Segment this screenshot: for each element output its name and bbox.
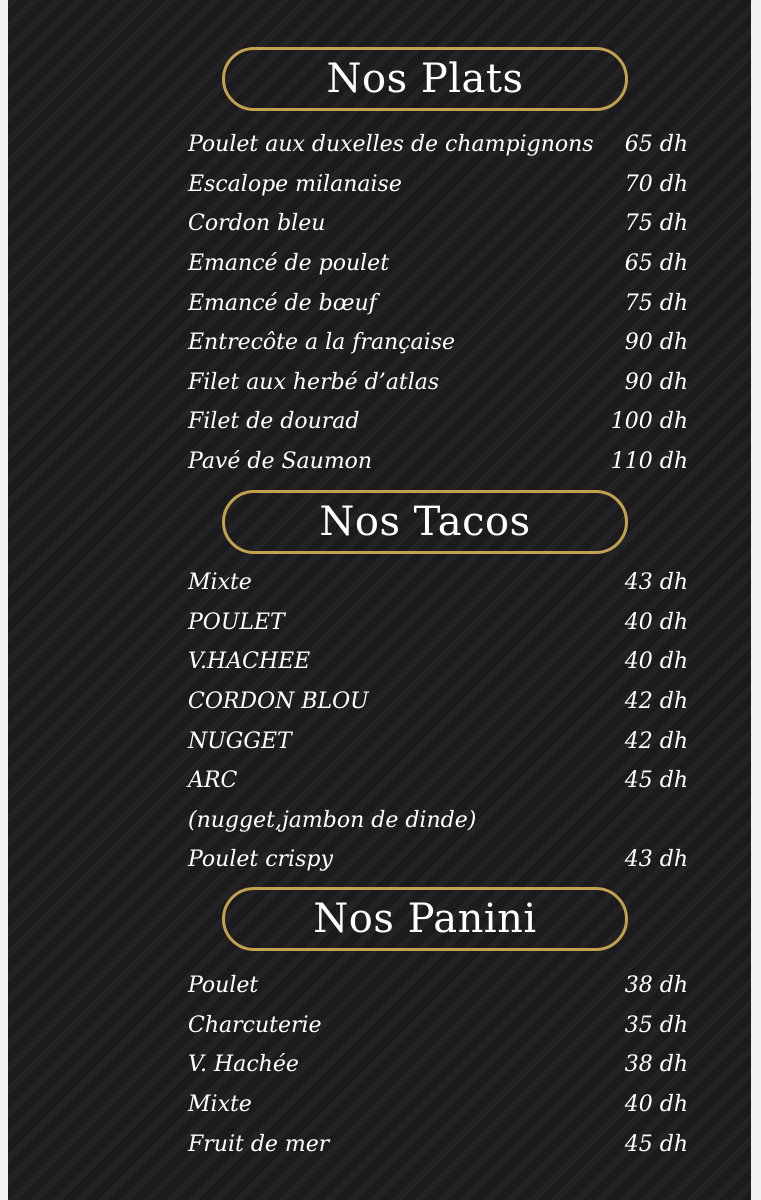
menu-item <box>188 603 688 643</box>
menu-item <box>188 801 688 841</box>
menu-item-name: Pavé de Saumon <box>188 449 373 475</box>
menu-item-price: 38 dh <box>624 1052 688 1078</box>
menu-item <box>188 1124 688 1164</box>
menu-item <box>188 721 688 761</box>
menu-item-price: 42 dh <box>624 689 688 715</box>
menu-item-price: 35 dh <box>624 1012 688 1038</box>
menu-item-name: Emancé de bœuf <box>188 290 377 316</box>
menu-page <box>8 0 751 1200</box>
menu-item-price: 45 dh <box>624 1131 688 1157</box>
menu-item-name: Mixte <box>188 570 252 596</box>
menu-list-plats <box>188 125 688 481</box>
section-header-tacos: Nos Tacos <box>222 490 628 554</box>
menu-item <box>188 563 688 603</box>
menu-item-price: 45 dh <box>624 768 688 794</box>
menu-item <box>188 244 688 284</box>
menu-item-price: 42 dh <box>624 728 688 754</box>
menu-item-name: Fruit de mer <box>188 1131 330 1157</box>
menu-item-name: Poulet aux duxelles de champignons <box>188 132 594 158</box>
menu-item-price: 43 dh <box>624 847 688 873</box>
menu-item-price: 110 dh <box>610 449 688 475</box>
menu-item-price: 75 dh <box>624 211 688 237</box>
menu-item-name: Emancé de poulet <box>188 251 390 277</box>
menu-item-price: 90 dh <box>624 330 688 356</box>
menu-item <box>188 1006 688 1046</box>
menu-item <box>188 204 688 244</box>
menu-item-price: 90 dh <box>624 369 688 395</box>
section-header-plats: Nos Plats <box>222 47 628 111</box>
menu-item <box>188 165 688 205</box>
menu-item <box>188 363 688 403</box>
menu-item <box>188 1045 688 1085</box>
section-header-panini: Nos Panini <box>222 887 628 951</box>
menu-item-name: Poulet crispy <box>188 847 333 873</box>
menu-item-name: Filet de dourad <box>188 409 360 435</box>
menu-item <box>188 125 688 165</box>
menu-item-name: CORDON BLOU <box>188 689 369 715</box>
menu-item <box>188 442 688 482</box>
menu-item <box>188 402 688 442</box>
menu-item-name: ARC <box>188 768 238 794</box>
menu-item-name: Escalope milanaise <box>188 171 402 197</box>
menu-item <box>188 642 688 682</box>
menu-item-name: Cordon bleu <box>188 211 326 237</box>
menu-item <box>188 761 688 801</box>
menu-item <box>188 840 688 880</box>
menu-item-price: 43 dh <box>624 570 688 596</box>
menu-item <box>188 682 688 722</box>
menu-item <box>188 283 688 323</box>
menu-item-price: 75 dh <box>624 290 688 316</box>
menu-item-price: 100 dh <box>610 409 688 435</box>
menu-item-name: V.HACHEE <box>188 649 311 675</box>
menu-item <box>188 323 688 363</box>
menu-item-price: 65 dh <box>624 251 688 277</box>
menu-item-price: 40 dh <box>624 609 688 635</box>
menu-item-name: Entrecôte a la française <box>188 330 456 356</box>
menu-item-name: NUGGET <box>188 728 292 754</box>
menu-item-name: (nugget,jambon de dinde) <box>188 807 477 833</box>
menu-item-price: 38 dh <box>624 973 688 999</box>
menu-item-name: Charcuterie <box>188 1012 322 1038</box>
menu-item-name: V. Hachée <box>188 1052 299 1078</box>
menu-item <box>188 966 688 1006</box>
menu-item <box>188 1085 688 1125</box>
menu-item-name: POULET <box>188 609 285 635</box>
menu-item-price: 40 dh <box>624 649 688 675</box>
menu-item-price: 70 dh <box>624 171 688 197</box>
menu-item-name: Poulet <box>188 973 259 999</box>
menu-item-price: 40 dh <box>624 1092 688 1118</box>
menu-item-name: Mixte <box>188 1092 252 1118</box>
menu-list-tacos <box>188 563 688 880</box>
menu-item-name: Filet aux herbé d’atlas <box>188 369 440 395</box>
menu-list-panini <box>188 966 688 1164</box>
menu-item-price: 65 dh <box>624 132 688 158</box>
